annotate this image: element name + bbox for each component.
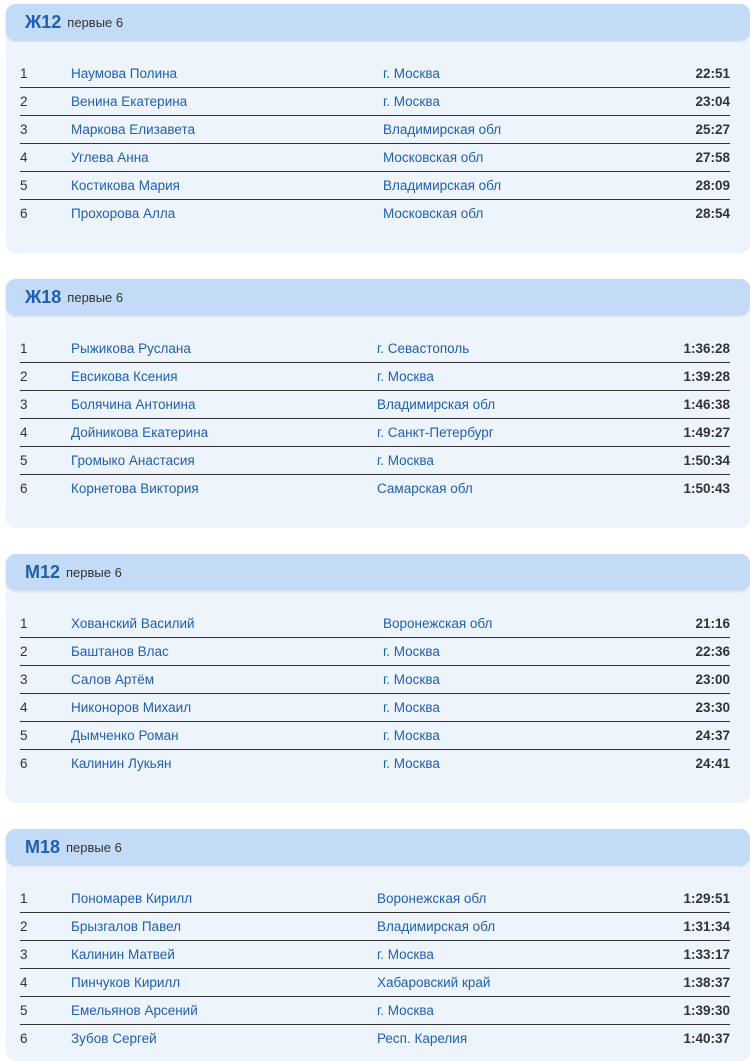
- athlete-link[interactable]: Хованский Василий: [71, 616, 195, 631]
- time-cell: 22:51: [623, 60, 730, 88]
- athlete-link[interactable]: Евсикова Ксения: [71, 369, 178, 384]
- group-title: Ж18: [25, 286, 62, 307]
- athlete-link[interactable]: Маркова Елизавета: [71, 122, 195, 137]
- table-row: [20, 200, 730, 228]
- table-row: [20, 335, 730, 363]
- region-link[interactable]: г. Севастополь: [377, 341, 470, 356]
- region-link[interactable]: Владимирская обл: [377, 919, 496, 934]
- athlete-link[interactable]: Брызгалов Павел: [71, 919, 182, 934]
- athlete-link[interactable]: Болячина Антонина: [71, 397, 196, 412]
- table-row: [20, 447, 730, 475]
- place-cell: 2: [20, 913, 71, 941]
- time-cell: 24:37: [623, 722, 730, 750]
- place-cell: 1: [20, 885, 71, 913]
- region-link[interactable]: г. Москва: [383, 94, 440, 109]
- athlete-link[interactable]: Баштанов Влас: [71, 644, 169, 659]
- place-cell: 5: [20, 722, 71, 750]
- group-subtitle: первые 6: [67, 14, 124, 30]
- time-cell: 1:40:37: [683, 1031, 730, 1046]
- time-cell: 1:50:43: [683, 481, 730, 496]
- place-cell: 2: [20, 638, 71, 666]
- place-cell: 6: [20, 206, 28, 221]
- region-link[interactable]: г. Москва: [383, 700, 440, 715]
- time-cell: 1:36:28: [617, 335, 730, 363]
- group-header: [6, 4, 750, 40]
- athlete-link[interactable]: Калинин Матвей: [71, 947, 175, 962]
- time-cell: 23:04: [623, 88, 730, 116]
- time-cell: 1:29:51: [617, 885, 730, 913]
- region-link[interactable]: г. Москва: [377, 947, 434, 962]
- region-link[interactable]: г. Москва: [383, 66, 440, 81]
- table-row: [20, 1025, 730, 1053]
- region-link[interactable]: Владимирская обл: [377, 397, 496, 412]
- athlete-link[interactable]: Углева Анна: [71, 150, 149, 165]
- results-table: [20, 610, 730, 777]
- time-cell: 22:36: [623, 638, 730, 666]
- athlete-link[interactable]: Наумова Полина: [71, 66, 178, 81]
- time-cell: 1:38:37: [617, 969, 730, 997]
- region-link[interactable]: г. Москва: [383, 644, 440, 659]
- athlete-link[interactable]: Прохорова Алла: [71, 206, 176, 221]
- athlete-link[interactable]: Костикова Мария: [71, 178, 180, 193]
- time-cell: 1:50:34: [617, 447, 730, 475]
- time-cell: 28:09: [623, 172, 730, 200]
- place-cell: 5: [20, 997, 71, 1025]
- athlete-link[interactable]: Емельянов Арсений: [71, 1003, 198, 1018]
- results-group: [6, 554, 750, 803]
- place-cell: 2: [20, 363, 71, 391]
- athlete-link[interactable]: Зубов Сергей: [71, 1031, 157, 1046]
- place-cell: 4: [20, 969, 71, 997]
- table-row: [20, 941, 730, 969]
- athlete-link[interactable]: Никоноров Михаил: [71, 700, 192, 715]
- group-header: [6, 554, 750, 590]
- region-link[interactable]: Воронежская обл: [383, 616, 493, 631]
- region-link[interactable]: Самарская обл: [377, 481, 473, 496]
- table-row: [20, 60, 730, 88]
- athlete-link[interactable]: Венина Екатерина: [71, 94, 188, 109]
- place-cell: 3: [20, 941, 71, 969]
- time-cell: 28:54: [695, 206, 730, 221]
- place-cell: 4: [20, 694, 71, 722]
- time-cell: 27:58: [623, 144, 730, 172]
- table-row: [20, 885, 730, 913]
- group-header: [6, 279, 750, 315]
- table-row: [20, 419, 730, 447]
- time-cell: 21:16: [623, 610, 730, 638]
- athlete-link[interactable]: Пономарев Кирилл: [71, 891, 193, 906]
- athlete-link[interactable]: Дойникова Екатерина: [71, 425, 209, 440]
- place-cell: 2: [20, 88, 71, 116]
- time-cell: 1:49:27: [617, 419, 730, 447]
- table-row: [20, 475, 730, 503]
- table-row: [20, 913, 730, 941]
- place-cell: 1: [20, 335, 71, 363]
- table-row: [20, 666, 730, 694]
- table-row: [20, 391, 730, 419]
- place-cell: 3: [20, 116, 71, 144]
- results-group: [6, 279, 750, 528]
- region-link[interactable]: Владимирская обл: [383, 122, 502, 137]
- athlete-link[interactable]: Салов Артём: [71, 672, 155, 687]
- time-cell: 25:27: [623, 116, 730, 144]
- region-link[interactable]: Респ. Карелия: [377, 1031, 468, 1046]
- place-cell: 6: [20, 481, 28, 496]
- group-header: [6, 829, 750, 865]
- region-link[interactable]: г. Москва: [377, 1003, 434, 1018]
- region-link[interactable]: Владимирская обл: [383, 178, 502, 193]
- time-cell: 1:39:30: [617, 997, 730, 1025]
- time-cell: 23:00: [623, 666, 730, 694]
- athlete-link[interactable]: Пинчуков Кирилл: [71, 975, 181, 990]
- region-link[interactable]: г. Санкт-Петербург: [377, 425, 494, 440]
- table-row: [20, 969, 730, 997]
- time-cell: 1:39:28: [617, 363, 730, 391]
- place-cell: 5: [20, 447, 71, 475]
- athlete-link[interactable]: Дымченко Роман: [71, 728, 179, 743]
- group-title: Ж12: [25, 11, 62, 32]
- time-cell: 1:33:17: [617, 941, 730, 969]
- athlete-link[interactable]: Рыжикова Руслана: [71, 341, 191, 356]
- athlete-link[interactable]: Калинин Лукьян: [71, 756, 172, 771]
- place-cell: 4: [20, 419, 71, 447]
- results-group: [6, 4, 750, 253]
- table-row: [20, 997, 730, 1025]
- place-cell: 3: [20, 391, 71, 419]
- group-title: М18: [25, 836, 61, 857]
- group-subtitle: первые 6: [67, 289, 124, 305]
- table-row: [20, 722, 730, 750]
- region-link[interactable]: г. Москва: [383, 728, 440, 743]
- results-table: [20, 335, 730, 502]
- place-cell: 1: [20, 60, 71, 88]
- table-row: [20, 750, 730, 778]
- time-cell: 24:41: [695, 756, 730, 771]
- group-title: М12: [25, 561, 61, 582]
- table-row: [20, 638, 730, 666]
- table-row: [20, 88, 730, 116]
- region-link[interactable]: г. Москва: [377, 453, 434, 468]
- results-table: [20, 60, 730, 227]
- place-cell: 5: [20, 172, 71, 200]
- region-link[interactable]: г. Москва: [383, 672, 440, 687]
- region-link[interactable]: Воронежская обл: [377, 891, 487, 906]
- region-link[interactable]: Московская обл: [383, 206, 484, 221]
- results-group: [6, 829, 750, 1061]
- region-link[interactable]: Хабаровский край: [377, 975, 491, 990]
- time-cell: 1:46:38: [617, 391, 730, 419]
- results-table: [20, 885, 730, 1052]
- athlete-link[interactable]: Громыко Анастасия: [71, 453, 195, 468]
- place-cell: 1: [20, 610, 71, 638]
- region-link[interactable]: Московская обл: [383, 150, 484, 165]
- group-subtitle: первые 6: [66, 839, 122, 855]
- table-row: [20, 363, 730, 391]
- place-cell: 4: [20, 144, 71, 172]
- time-cell: 1:31:34: [617, 913, 730, 941]
- table-row: [20, 694, 730, 722]
- group-subtitle: первые 6: [66, 564, 122, 580]
- athlete-link[interactable]: Корнетова Виктория: [71, 481, 199, 496]
- table-row: [20, 172, 730, 200]
- place-cell: 3: [20, 666, 71, 694]
- time-cell: 23:30: [623, 694, 730, 722]
- place-cell: 6: [20, 756, 28, 771]
- place-cell: 6: [20, 1031, 28, 1046]
- table-row: [20, 144, 730, 172]
- table-row: [20, 116, 730, 144]
- region-link[interactable]: г. Москва: [383, 756, 440, 771]
- table-row: [20, 610, 730, 638]
- region-link[interactable]: г. Москва: [377, 369, 434, 384]
